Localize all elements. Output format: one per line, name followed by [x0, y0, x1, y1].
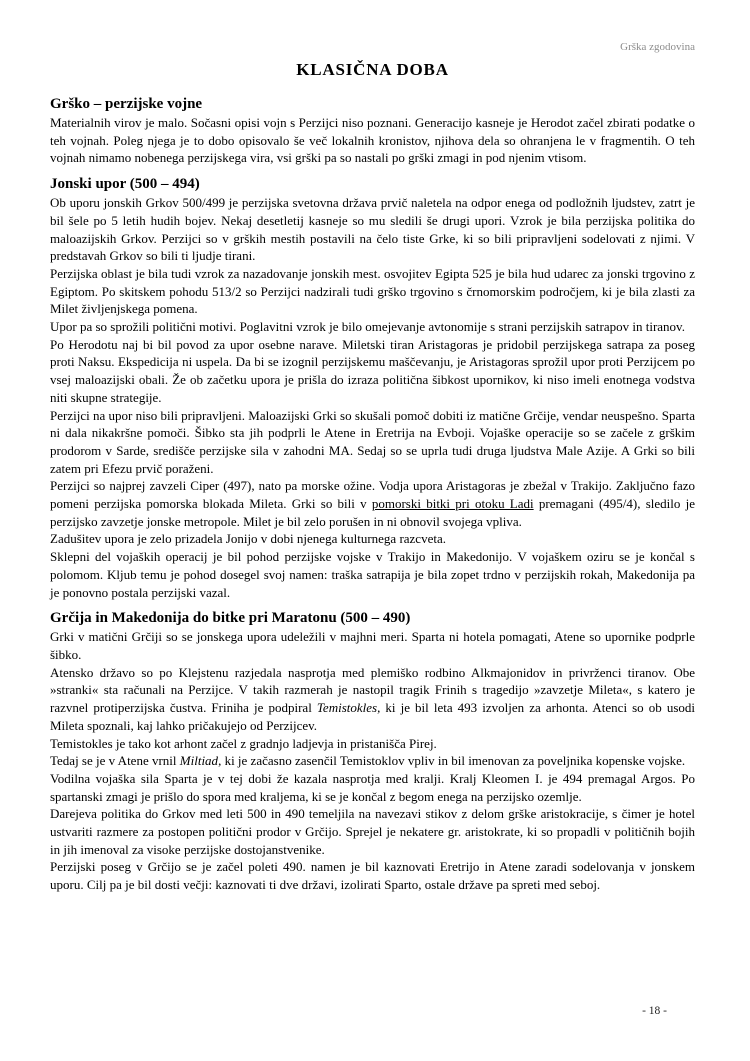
text-run: Po Herodotu naj bi bil povod za upor osebne narave. Miletski tiran Aristagoras je pridobil perzijskega satrapa za poseg proti Naksu. Ekspedicija ni uspela. Da bi se izognil perzijskemu maščevanju, je Aristagoras sprožil upor proti Perzijcem po vsej maloazijski obali. Že ob začetku upora je prišla do izraza politična šibkost upornikov, ki niso imeli enotnega vodstva niti skupne strategije. — [50, 336, 695, 405]
document-body — [50, 95, 695, 894]
text-run: Perzijci na upor niso bili pripravljeni. Maloazijski Grki so skušali pomoč dobiti iz matične Grčije, vendar neuspešno. Sparta ni dala nikakršne pomoči. Šibko sta jih podprli le Atene in Eretrija na Evboji. Vojaške operacije so se začele z grškim prodorom v Sarde, središče perzijske sila v zahodni MA. Sedaj so se uprla tudi druga ljudstva Male Azije. A Grki so bili zatem pri Efezu prvič poraženi. — [50, 407, 695, 476]
paragraph — [50, 114, 695, 167]
text-run-italic: Temistokles, — [316, 700, 381, 716]
section-heading: Jonski upor (500 – 494) — [50, 176, 200, 193]
text-run-underline: pomorski bitki pri otoku Ladi — [371, 496, 534, 512]
text-run: Perzijski poseg v Grčijo se je začel poleti 490. namen je bil kaznovati Eretrijo in Atene zaradi sodelovanja v jonskem uporu. Cilj pa je bil dosti večji: kaznovati ti dve državi, izolirati Sparto, ostale države pa spreti med seboj. — [50, 859, 695, 893]
text-run: Grki v matični Grčiji so se jonskega upora udeležili v majhni meri. Sparta ni hotela pomagati, Atene so upornike podprle šibko. — [50, 629, 695, 662]
text-run: Temistokles je tako kot arhont začel z gradnjo ladjevja in pristanišča Pirej. — [50, 735, 437, 751]
text-run: Materialnih virov je malo. Sočasni opisi vojn s Perzijci niso poznani. Generacijo kasneje je Herodot začel zbirati podatke o teh vojnah. Poleg njega je to dobo opisovalo še več lokalnih kronistov, njihova dela so ohranjena le v fragmentih. O teh vojnah nimamo nobenega perzijskega vira, vsi grški pa so nastali po grški zmagi in pod njenim vtisom. — [50, 115, 695, 166]
paragraph — [50, 477, 695, 530]
paragraph — [50, 664, 695, 735]
text-run: Sklepni del vojaških operacij je bil pohod perzijske vojske v Trakijo in Makedonijo. V vojaškem oziru se je končal s polomom. Kljub temu je pohod dosegel svoj namen: traška satrapija je bila zopet trdno v perzijskih rokah, Makedonija pa je ponovno postala perzijski vazal. — [50, 549, 695, 600]
text-run: Vodilna vojaška sila Sparta je v tej dobi že kazala nasprotja med kralji. Kralj Kleomen I. je 494 premagal Argos. Po spartanski zmagi je prišlo do spora med kraljema, ki se je končal z begom enega na perzijsko ozemlje. — [50, 770, 695, 804]
paragraph — [50, 858, 695, 893]
text-run: Darejeva politika do Grkov med leti 500 in 490 temeljila na navezavi stikov z delom grške aristokracije, s čimer je hotel ustvariti razmere za postopen politični prodor v Grčijo. Sprejel je nekatere gr. aristokrate, ki so propadli v političnih bojih in jih imenoval za visoke perzijske dostojanstvenike. — [50, 806, 695, 857]
text-run-italic: Miltiad — [179, 753, 219, 769]
text-run: Upor pa so sprožili politični motivi. Poglavitni vzrok je bilo omejevanje avtonomije s strani perzijskih satrapov in tiranov. — [50, 319, 685, 335]
text-run: Perzijska oblast je bila tudi vzrok za nazadovanje jonskih mest. osvojitev Egipta 525 je bila hud udarec za jonski trgovino z Egiptom. Po skitskem pohodu 513/2 so Perzijci nadzirali tudi grško trgovino s črnomorskim področjem, ki je bila zlasti za Milet življenjskega pomena. — [50, 265, 695, 317]
paragraph — [50, 336, 695, 407]
text-run: , ki je začasno zasenčil Temistoklov vpliv in bil imenovan za poveljnika kopenske vojske. — [218, 753, 686, 769]
section-grcija-in-makedonija — [50, 609, 695, 894]
paragraph — [50, 318, 695, 336]
paragraph — [50, 265, 695, 318]
paragraph — [50, 194, 695, 265]
section-jonski-upor — [50, 175, 695, 601]
section-grsko-perzijske-vojne — [50, 95, 695, 167]
text-run: Zadušitev upora je zelo prizadela Jonijo v dobi njenega kulturnega razcveta. — [50, 531, 446, 547]
paragraph — [50, 770, 695, 805]
text-run: Perzijci so najprej zavzeli Ciper (497), nato pa morske ožine. Vodja upora Aristagoras je zbežal v Trakijo. Zaključno fazo pomeni perzijska pomorska blokada Mileta. Grki so bili v — [50, 478, 695, 512]
page-title: KLASIČNA DOBA — [296, 60, 449, 79]
text-run: Ob uporu jonskih Grkov 500/499 je perzijska svetovna država prvič naletela na odpor enega od podložnih ljudstev, zatrt je bil šele po 5 letih hudih bojev. Nekaj desetletij kasneje so mu sledili še drugi upori. Vzrok je bila perzijska politika do maloazijskih Grkov. Perzijci so v grških mestih postavili na čelo tiste Grke, ki so bili pripravljeni sodelovati z njimi. V predstavah Grkov so bili ti ljudje tirani. — [50, 195, 695, 264]
paragraph — [50, 530, 695, 548]
section-heading: Grško – perzijske vojne — [50, 96, 203, 112]
paragraph — [50, 407, 695, 478]
footer-page-number: - 18 - — [642, 1005, 667, 1017]
running-header: Grška zgodovina — [620, 41, 695, 53]
section-heading: Grčija in Makedonija do bitke pri Maratonu (500 – 490) — [50, 610, 411, 627]
text-run: Tedaj se je v Atene vrnil — [50, 753, 180, 769]
paragraph — [50, 752, 695, 770]
paragraph — [50, 735, 695, 753]
text-run: premagani (495/4), sledilo je perzijsko zavzetje jonske metropole. Milet je bil zelo porušen in ni obnovil svojega vpliva. — [50, 496, 695, 529]
paragraph — [50, 548, 695, 601]
paragraph — [50, 805, 695, 858]
text-run: Atensko državo so po Klejstenu razjedala nasprotja med plemiško rodbino Alkmajonidov in privrženci tiranov. Obe »stranki« sta računali na Perzijce. V takih razmerah je nastopil tragik Frinih s tragedijo »zavzetje Mileta«, s katero je razvnel protiperzijska čustva. Friniha je podpiral — [50, 664, 695, 716]
text-run: ki je bil leta 493 izvoljen za arhonta. Atenci so ob usodi Mileta spoznali, kaj lahko pričakujejo od Perzijcev. — [50, 700, 696, 733]
paragraph — [50, 628, 695, 663]
